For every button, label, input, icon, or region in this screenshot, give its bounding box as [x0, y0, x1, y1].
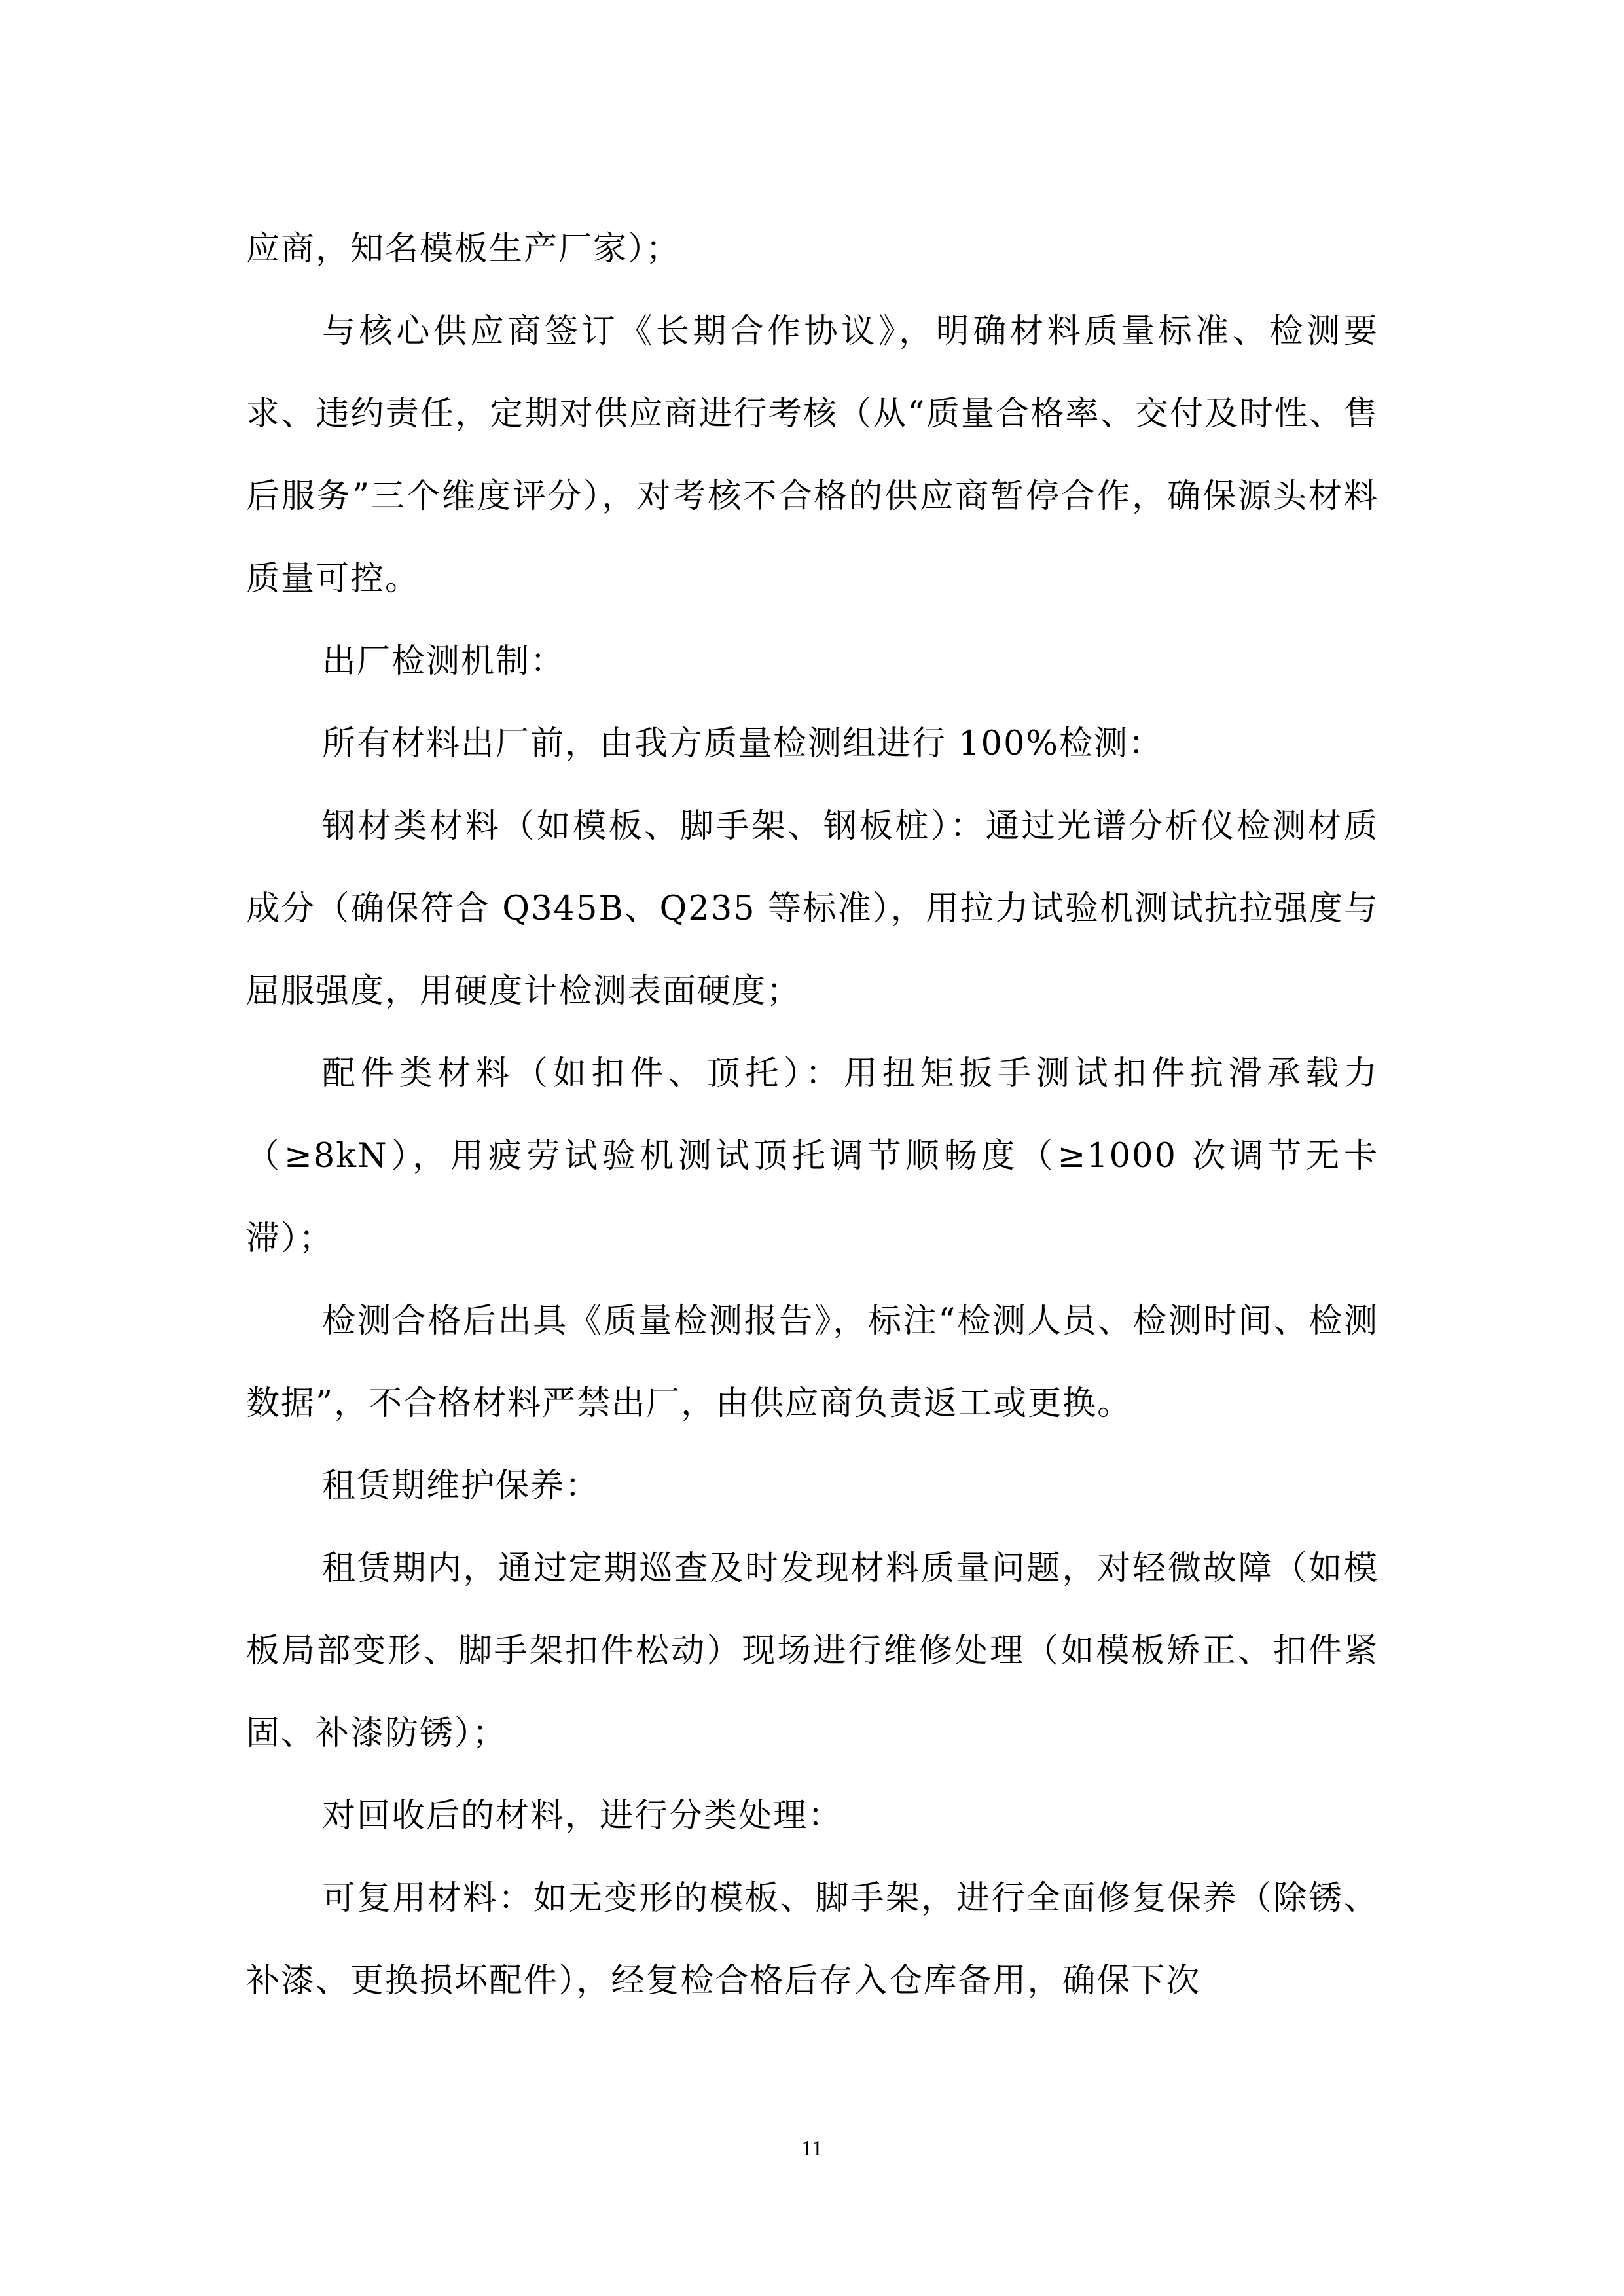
paragraph-7: 检测合格后出具《质量检测报告》，标注“检测人员、检测时间、检测数据”，不合格材料严禁出厂，由供应商负责返工或更换。 — [246, 1302, 1379, 1423]
paragraph-3: 出厂检测机制： — [322, 642, 566, 681]
paragraph-1: 应商，知名模板生产厂家）； — [246, 230, 681, 268]
paragraph-2: 与核心供应商签订《长期合作协议》，明确材料质量标准、检测要求、违约责任，定期对供应商进行考核（从“质量合格率、交付及时性、售后服务”三个维度评分），对考核不合格的供应商暂停合作，确保源头材料质量可控。 — [246, 312, 1379, 598]
paragraph-9: 租赁期内，通过定期巡查及时发现材料质量问题，对轻微故障（如模板局部变形、脚手架扣件松动）现场进行维修处理（如模板矫正、扣件紧固、补漆防锈）； — [246, 1549, 1379, 1753]
paragraph-4: 所有材料出厂前，由我方质量检测组进行 100%检测： — [322, 725, 1164, 763]
paragraph-11: 可复用材料：如无变形的模板、脚手架，进行全面修复保养（除锈、补漆、更换损坏配件），经复检合格后存入仓库备用，确保下次 — [246, 1879, 1379, 2000]
paragraph-5: 钢材类材料（如模板、脚手架、钢板桩）：通过光谱分析仪检测材质成分（确保符合 Q345B、Q235 等标准），用拉力试验机测试抗拉强度与屈服强度，用硬度计检测表面硬度； — [246, 807, 1379, 1011]
paragraph-6: 配件类材料（如扣件、顶托）：用扭矩扳手测试扣件抗滑承载力（≥8kN），用疲劳试验机测试顶托调节顺畅度（≥1000 次调节无卡滞）； — [246, 1054, 1379, 1258]
page-number: 11 — [801, 2136, 823, 2161]
paragraph-10: 对回收后的材料，进行分类处理： — [322, 1797, 843, 1835]
body-text — [246, 208, 1379, 2022]
paragraph-8: 租赁期维护保养： — [322, 1467, 600, 1505]
